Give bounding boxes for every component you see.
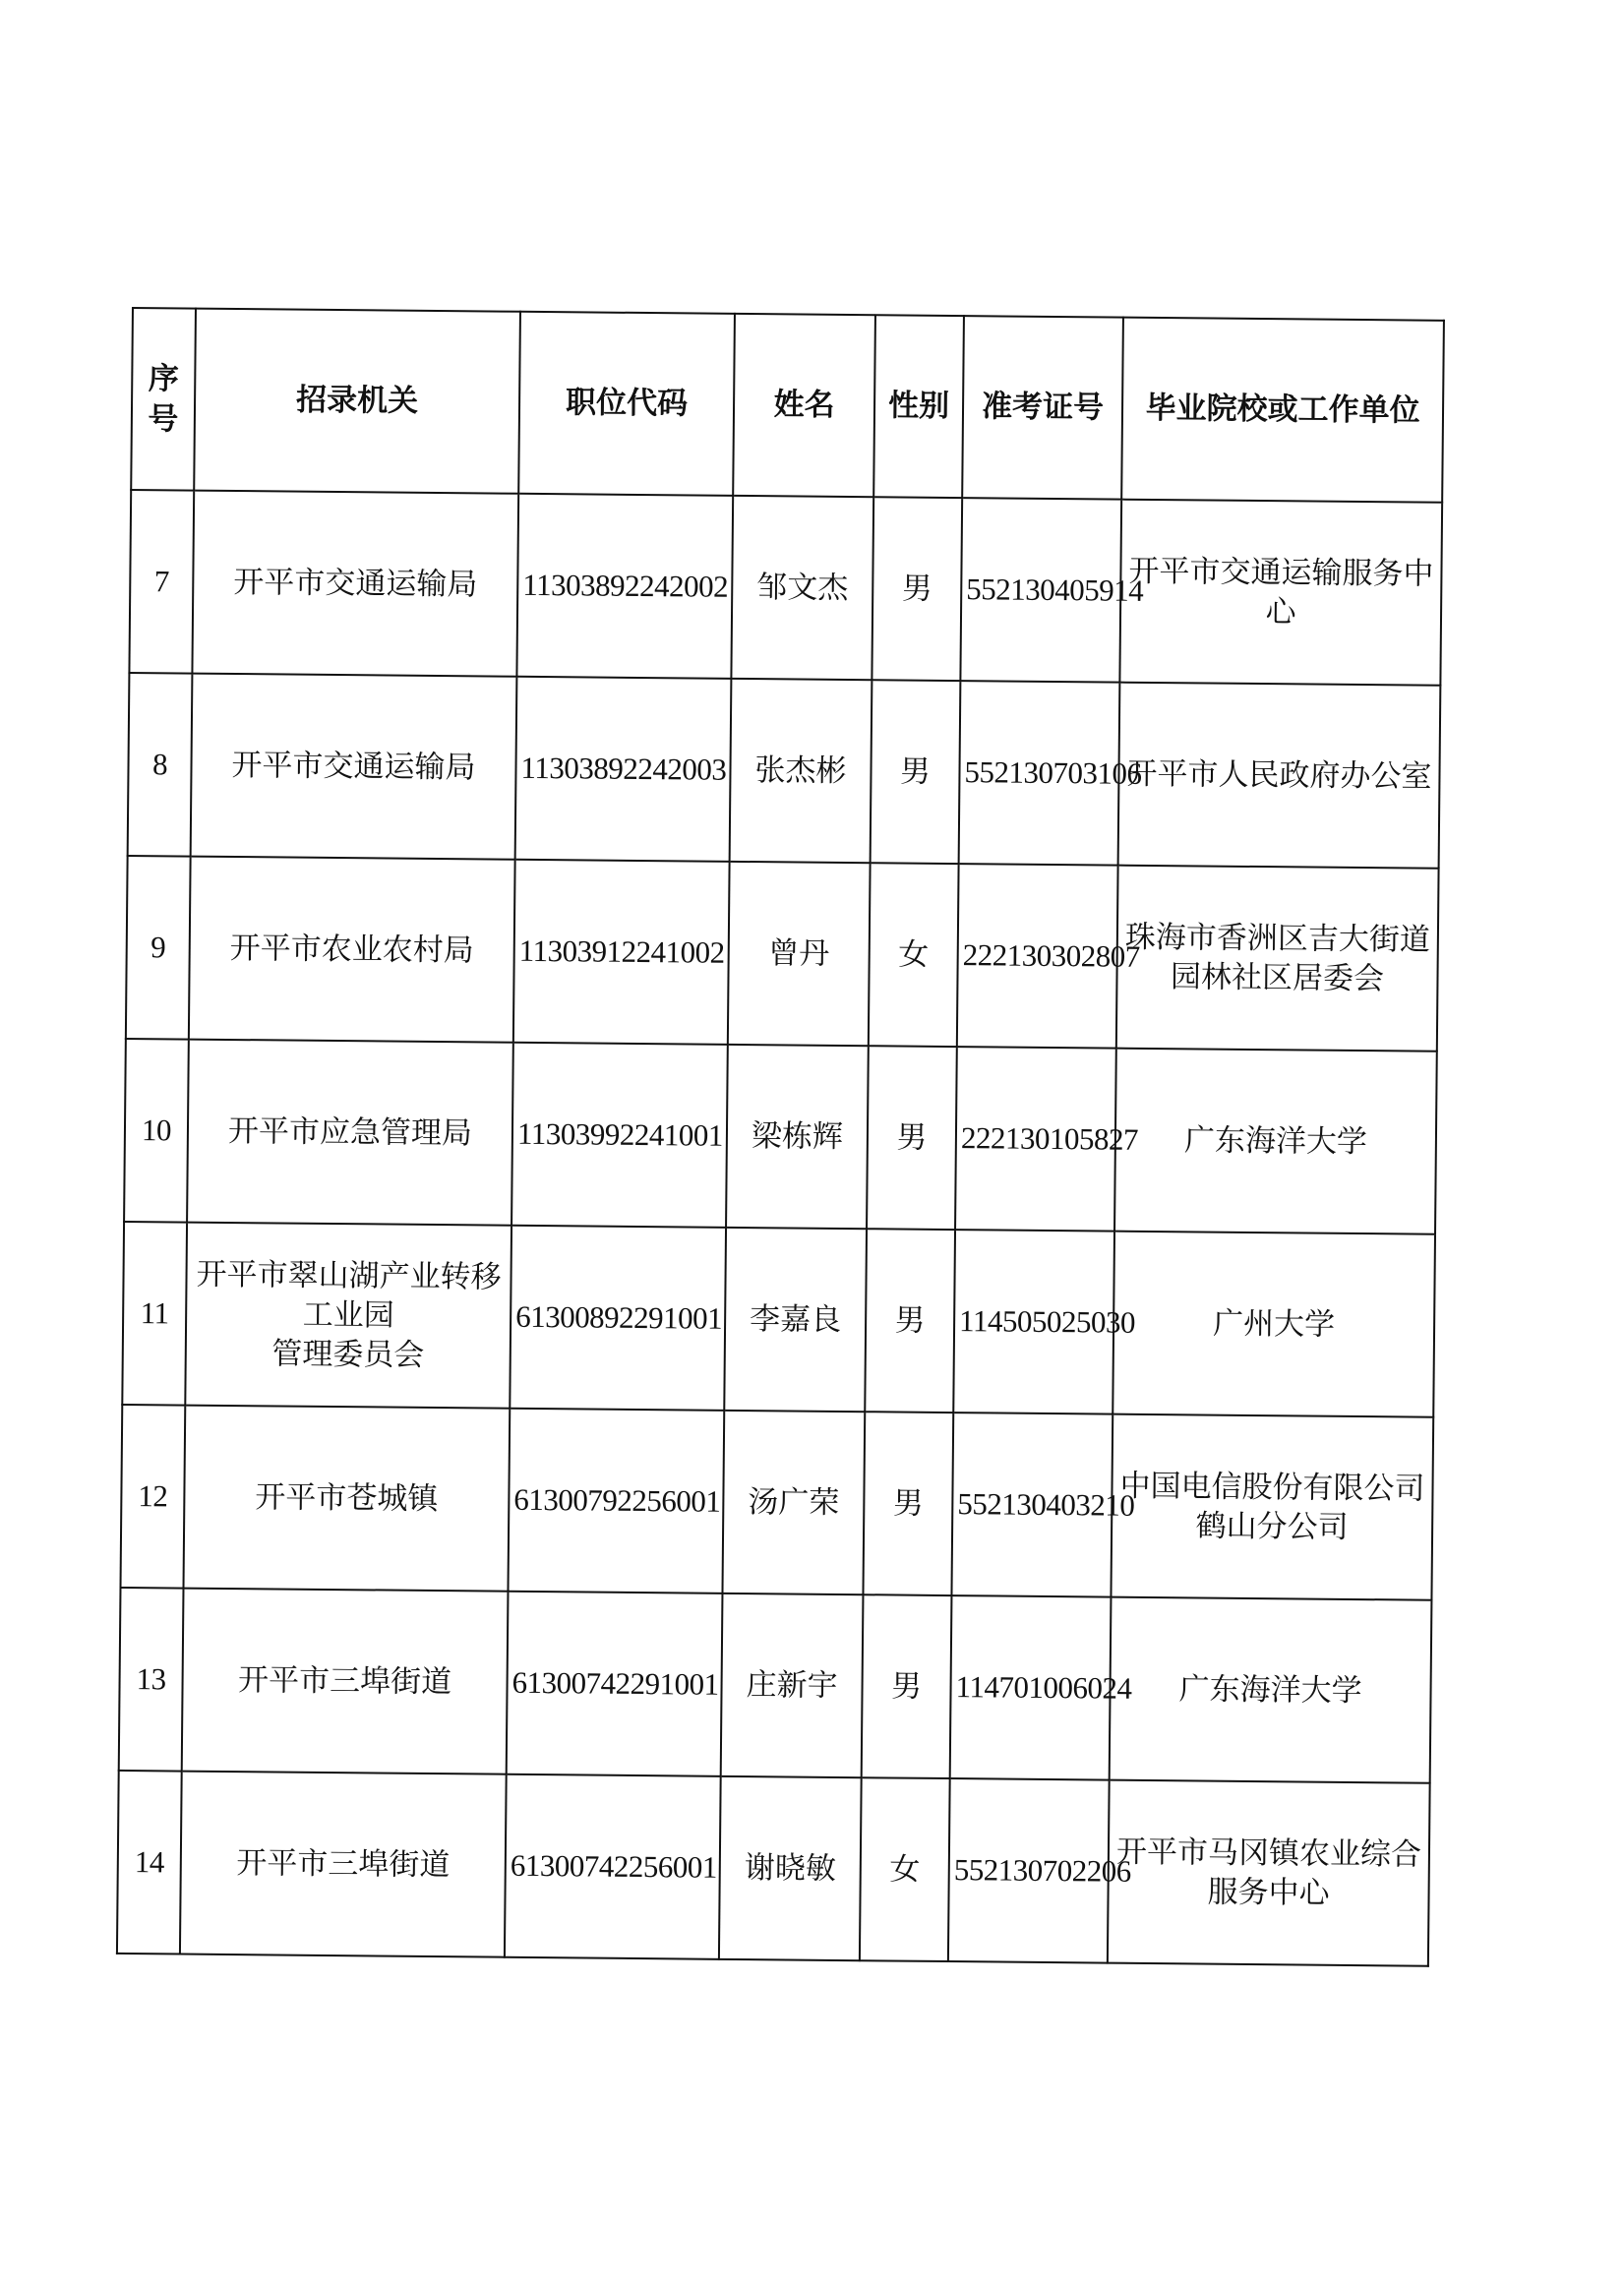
cell-gender: 男 [871, 680, 961, 864]
cell-org-line: 开平市农业农村局 [229, 930, 474, 969]
cell-ticket: 552130403210 [951, 1413, 1113, 1597]
cell-unit-line: 广州大学 [1212, 1305, 1336, 1343]
table-row [122, 1222, 1435, 1417]
table-row [117, 1771, 1430, 1966]
cell-unit-line: 开平市人民政府办公室 [1126, 755, 1432, 795]
cell-no: 12 [121, 1405, 186, 1589]
cell-name: 邹文杰 [731, 496, 873, 680]
cell-ticket: 114701006024 [950, 1595, 1112, 1780]
cell-code: 11303992241001 [511, 1043, 728, 1228]
table-row [129, 490, 1442, 686]
header-cell-no: 序号 [131, 308, 196, 491]
cell-name: 梁栋辉 [726, 1045, 869, 1229]
cell-unit-line: 广东海洋大学 [1178, 1671, 1362, 1709]
cell-unit-line: 广东海洋大学 [1183, 1122, 1368, 1160]
cell-gender: 男 [872, 497, 962, 681]
cell-code: 61300742256001 [505, 1774, 721, 1959]
cell-unit [1114, 1049, 1437, 1234]
cell-ticket: 552130702206 [948, 1778, 1110, 1963]
cell-unit-line: 开平市交通运输服务中心 [1128, 553, 1434, 631]
table-row [128, 673, 1441, 869]
table-row [119, 1588, 1432, 1783]
cell-unit [1116, 866, 1439, 1052]
cell-no: 13 [119, 1588, 184, 1772]
cell-org-line: 开平市交通运输局 [233, 564, 478, 603]
cell-unit [1119, 500, 1442, 686]
table-row [126, 856, 1439, 1052]
cell-unit [1118, 683, 1441, 869]
cell-ticket: 552130405914 [960, 498, 1121, 683]
cell-org [180, 1772, 507, 1957]
cell-unit [1110, 1597, 1432, 1783]
header-cell-unit: 毕业院校或工作单位 [1121, 318, 1444, 503]
cell-org [192, 491, 518, 677]
cell-org [191, 674, 517, 860]
cell-org-line: 开平市三埠街道 [236, 1844, 451, 1884]
cell-unit [1113, 1232, 1435, 1417]
cell-no: 7 [129, 490, 194, 674]
cell-org-line: 开平市交通运输局 [231, 747, 476, 786]
table-row [121, 1405, 1434, 1600]
cell-org-line: 开平市苍城镇 [255, 1479, 439, 1517]
cell-org [182, 1589, 509, 1774]
header-cell-gender: 性别 [873, 315, 964, 498]
header-cell-ticket: 准考证号 [962, 316, 1123, 500]
cell-unit-line: 开平市马冈镇农业综合服务中心 [1115, 1834, 1422, 1911]
header-cell-code: 职位代码 [518, 312, 735, 496]
cell-unit-line: 中国电信股份有限公司 [1119, 1468, 1425, 1507]
cell-code: 11303892242002 [516, 494, 733, 679]
cell-name: 张杰彬 [730, 679, 872, 863]
cell-unit [1108, 1780, 1430, 1966]
cell-gender: 男 [862, 1594, 952, 1778]
cell-code: 61300742291001 [507, 1592, 723, 1776]
table-body [117, 490, 1442, 1966]
cell-code: 61300792256001 [508, 1409, 724, 1593]
cell-ticket: 114505025030 [953, 1230, 1114, 1414]
header-cell-org: 招录机关 [194, 309, 520, 494]
cell-ticket: 222130302807 [957, 864, 1118, 1049]
cell-no: 14 [117, 1771, 182, 1954]
table-row [124, 1039, 1437, 1234]
cell-name: 李嘉良 [724, 1228, 867, 1412]
cell-unit [1111, 1414, 1433, 1600]
cell-org [187, 1040, 513, 1226]
cell-no: 8 [128, 673, 193, 857]
cell-name: 谢晓敏 [719, 1776, 862, 1960]
cell-gender: 男 [867, 1046, 957, 1230]
cell-gender: 男 [865, 1229, 955, 1413]
candidate-table [116, 307, 1445, 1967]
header-cell-name: 姓名 [733, 314, 875, 497]
cell-unit-line: 鹤山分公司 [1195, 1508, 1349, 1545]
cell-no: 10 [124, 1039, 189, 1223]
cell-unit-line: 珠海市香洲区吉大街道 [1124, 919, 1431, 958]
header-row [131, 308, 1444, 503]
cell-org-line: 开平市三埠街道 [237, 1661, 452, 1701]
cell-no: 9 [126, 856, 191, 1040]
cell-name: 庄新宇 [721, 1593, 864, 1777]
cell-org [183, 1406, 510, 1592]
cell-org [189, 857, 515, 1043]
cell-gender: 女 [869, 863, 959, 1047]
cell-org-line: 管理委员会 [271, 1336, 425, 1374]
cell-code: 11303912241002 [513, 860, 730, 1045]
cell-code: 61300892291001 [510, 1226, 726, 1411]
cell-no: 11 [122, 1222, 187, 1406]
cell-ticket: 552130703106 [959, 681, 1120, 866]
cell-org [185, 1223, 511, 1409]
cell-unit-line: 园林社区居委会 [1170, 959, 1385, 997]
cell-gender: 女 [860, 1777, 950, 1961]
cell-ticket: 222130105827 [955, 1047, 1116, 1232]
cell-org-line: 开平市翠山湖产业转移工业园 [196, 1256, 502, 1334]
cell-code: 11303892242003 [515, 677, 732, 862]
cell-name: 曾丹 [728, 862, 871, 1046]
cell-name: 汤广荣 [722, 1411, 865, 1594]
cell-gender: 男 [863, 1412, 953, 1595]
cell-org-line: 开平市应急管理局 [227, 1112, 473, 1152]
